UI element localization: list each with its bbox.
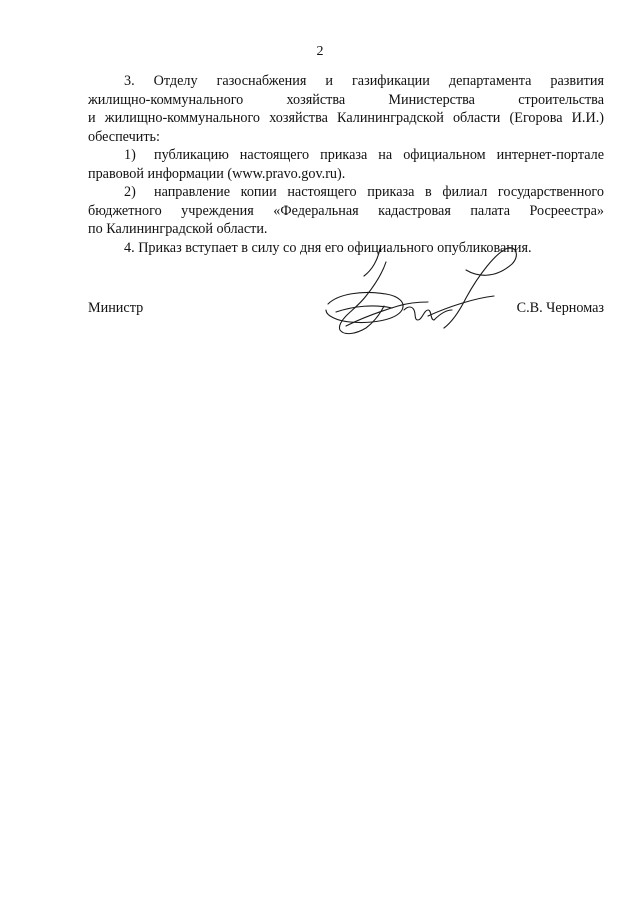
item-1-line-2: правовой информации (www.pravo.gov.ru).: [88, 165, 346, 182]
item-2-line-3: по Калининградской области.: [88, 221, 268, 237]
paragraph-3-line-4: обеспечить:: [88, 128, 160, 145]
item-1-number: 1): [124, 147, 136, 163]
signer-name: С.В. Черномаз: [516, 300, 604, 316]
paragraph-4: 4. Приказ вступает в силу со дня его официального опубликования.: [124, 239, 532, 256]
page-number: 2: [316, 44, 324, 59]
paragraph-3-line-1: 3. Отделу газоснабжения и газификации департамента развития: [124, 73, 604, 89]
paragraph-3-line-2: жилищно-коммунального хозяйства Министерства строительства: [88, 91, 604, 108]
document-body: [88, 72, 604, 257]
item-1-line-1: [88, 146, 604, 165]
item-2-number: 2): [124, 184, 136, 200]
list-item: [88, 146, 604, 183]
handwritten-signature: [316, 240, 532, 344]
item-2-line-2: бюджетного учреждения «Федеральная кадастровая палата Росреестра»: [88, 202, 604, 219]
paragraph-3: [88, 72, 604, 146]
item-1-text: публикацию настоящего приказа на официальном интернет-портале: [154, 147, 604, 163]
list-item: [88, 183, 604, 239]
paragraph-3-line-3: и жилищно-коммунального хозяйства Калининградской области (Егорова И.И.): [88, 110, 604, 126]
position-title: Министр: [88, 300, 144, 316]
item-2-text: направление копии настоящего приказа в филиал государственного: [154, 184, 604, 200]
item-2-line-1: [88, 183, 604, 202]
signature-row: [88, 299, 604, 323]
